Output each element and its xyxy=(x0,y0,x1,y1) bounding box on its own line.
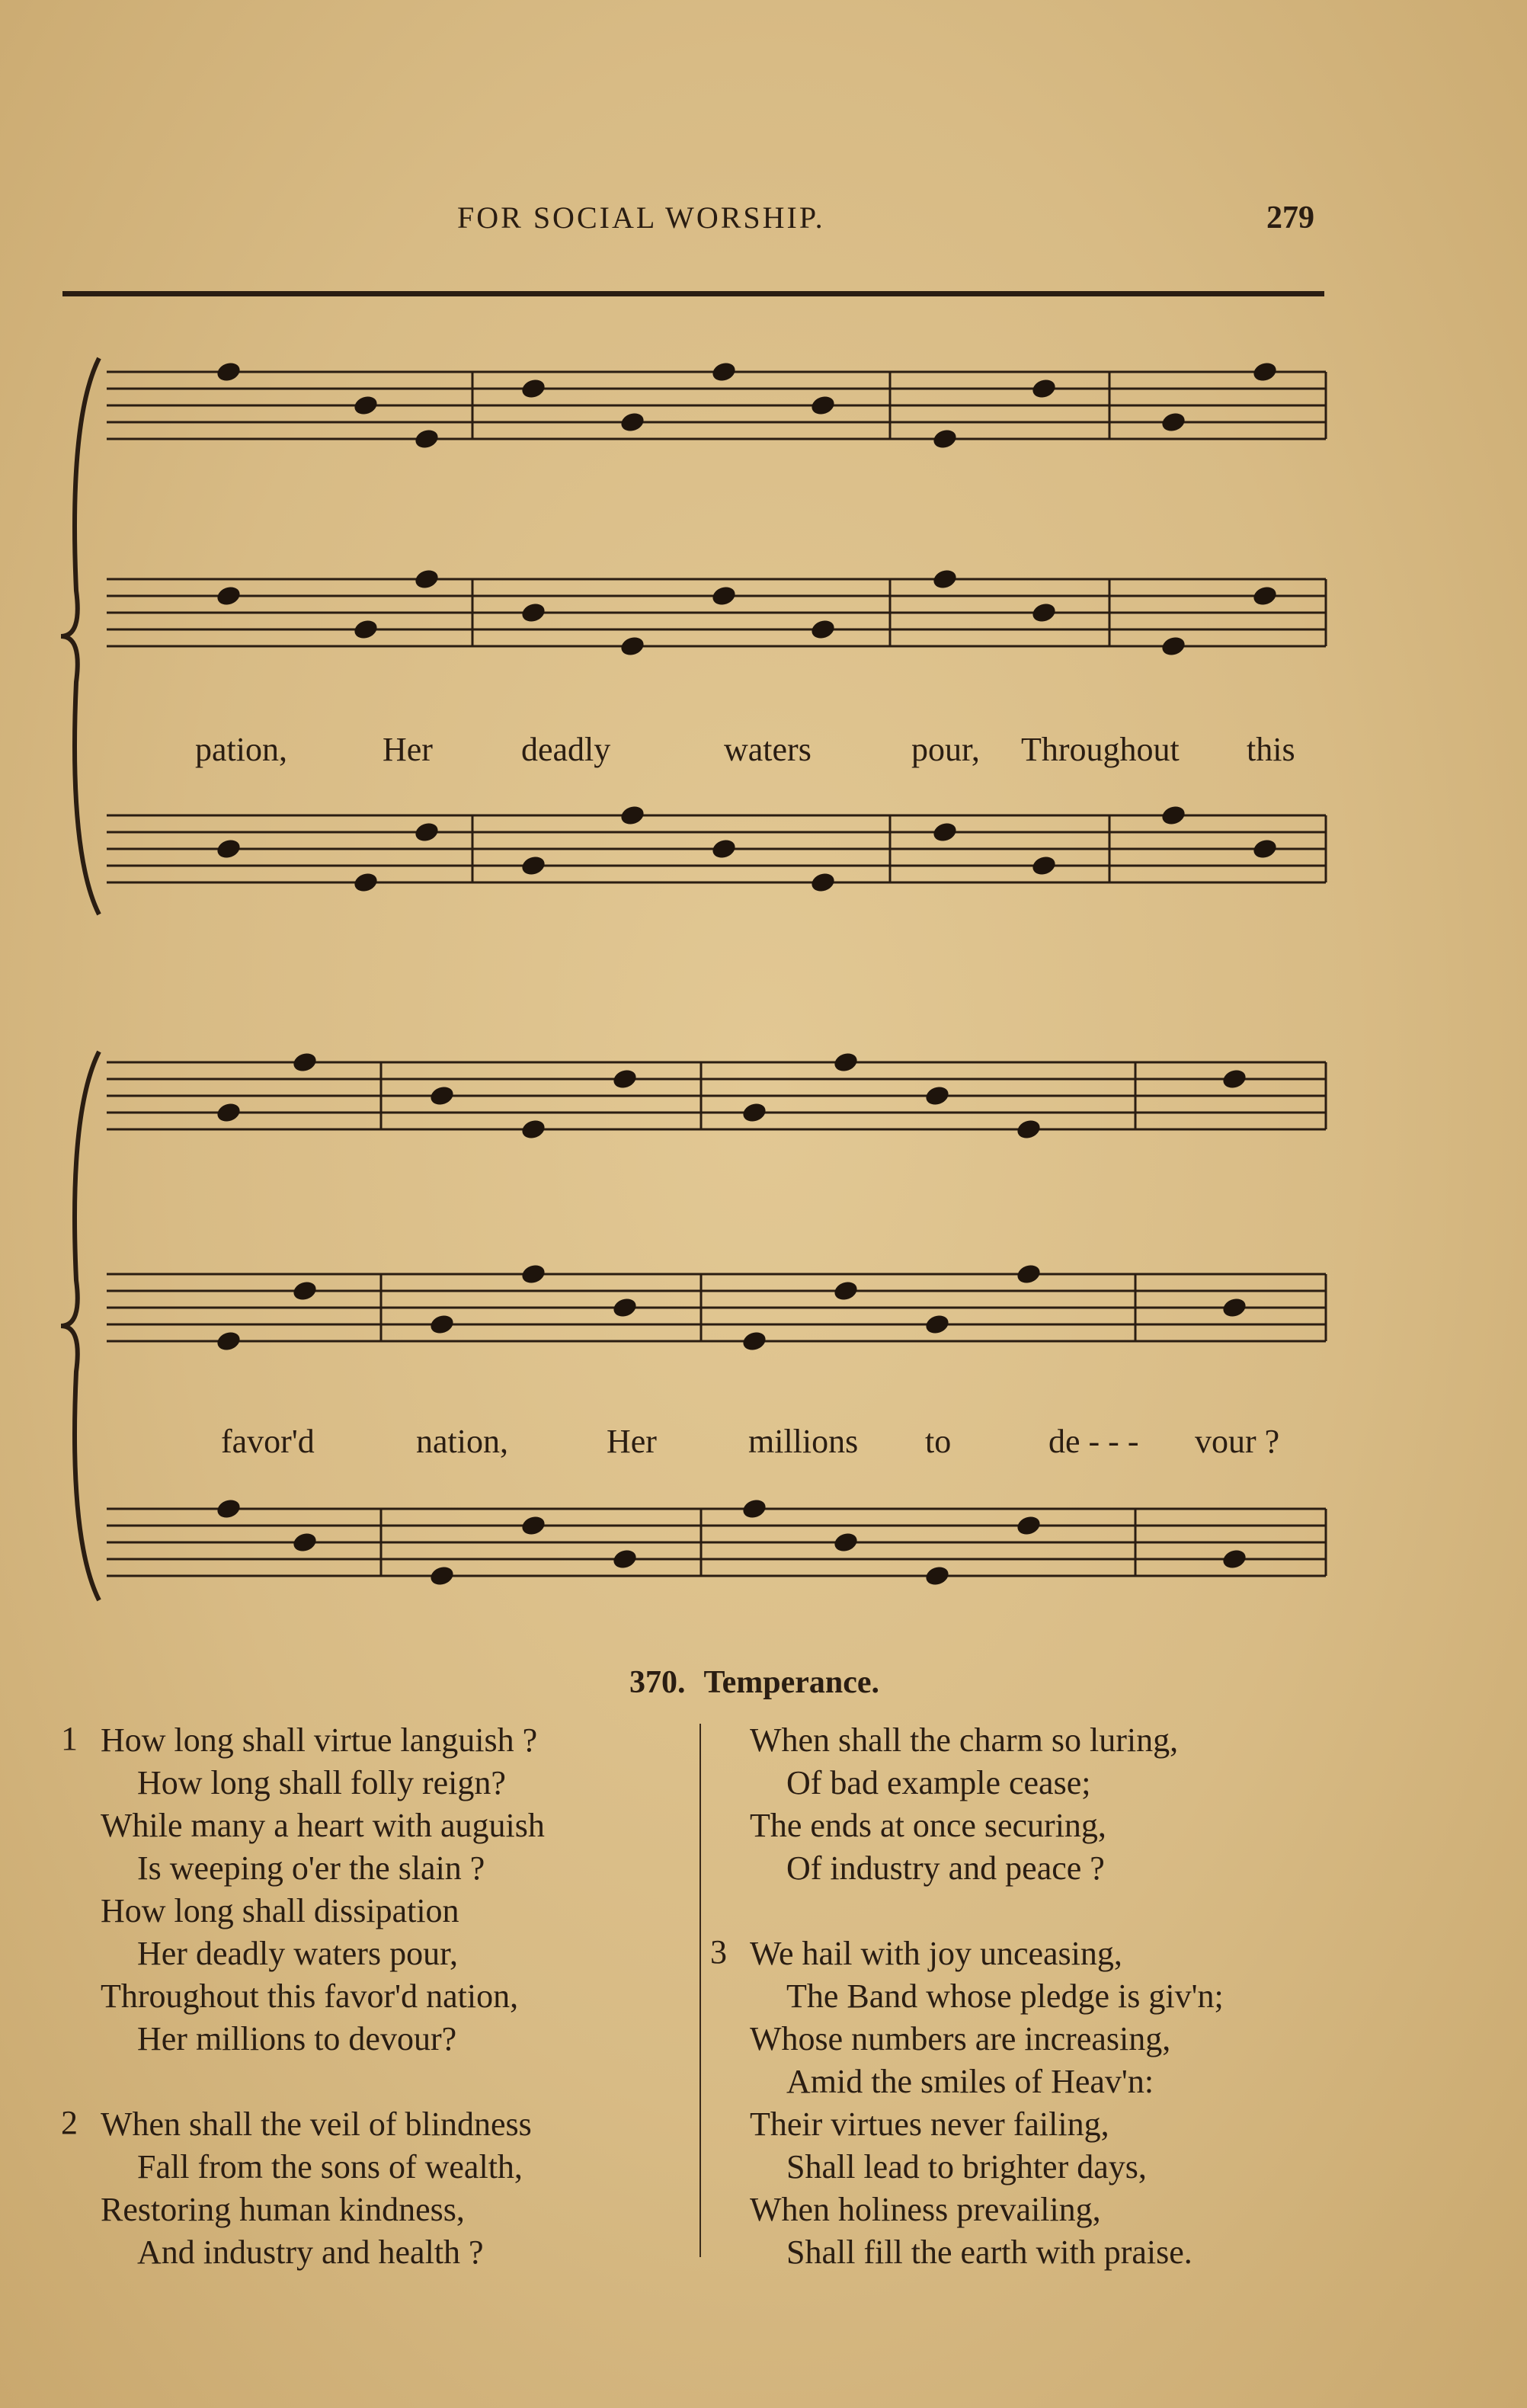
verse-line: How long shall virtue languish ? xyxy=(101,1721,538,1759)
verse-line: Her millions to devour? xyxy=(137,2020,457,2057)
notehead xyxy=(832,1279,860,1303)
notehead xyxy=(215,360,242,384)
verse-line: We hail with joy unceasing, xyxy=(750,1935,1122,1972)
system-brace xyxy=(61,358,99,914)
notehead xyxy=(710,837,738,861)
notehead xyxy=(428,1313,456,1337)
notehead xyxy=(215,584,242,608)
system-brace xyxy=(61,1052,99,1600)
notehead xyxy=(832,1051,860,1074)
verse-line: Amid the smiles of Heav'n: xyxy=(786,2063,1154,2100)
lyric-word: favor'd xyxy=(221,1423,315,1460)
lyric-word: this xyxy=(1247,731,1295,768)
verse-line: Of industry and peace ? xyxy=(786,1849,1105,1887)
verse-line: The ends at once securing, xyxy=(750,1807,1106,1844)
notehead xyxy=(741,1330,768,1353)
staff xyxy=(107,1509,1326,1576)
running-head: FOR SOCIAL WORSHIP. xyxy=(457,200,825,235)
verse-line: Shall lead to brighter days, xyxy=(786,2148,1147,2185)
column-divider xyxy=(699,1724,701,2257)
verse-line: When holiness prevailing, xyxy=(750,2191,1101,2228)
verse-line: How long shall folly reign? xyxy=(137,1764,506,1801)
verse-line: Her deadly waters pour, xyxy=(137,1935,458,1972)
notehead xyxy=(428,1084,456,1108)
notehead xyxy=(1251,837,1279,861)
lyric-word: nation, xyxy=(416,1423,508,1460)
lyric-word: to xyxy=(925,1423,952,1460)
lyric-word: Her xyxy=(383,731,433,768)
notehead xyxy=(611,1068,639,1091)
verse-line: Restoring human kindness, xyxy=(101,2191,465,2228)
notehead xyxy=(809,394,837,418)
notehead xyxy=(1160,804,1187,828)
lyric-word: de - - - xyxy=(1048,1423,1139,1460)
notehead xyxy=(924,1084,951,1108)
notehead xyxy=(215,837,242,861)
notehead xyxy=(1160,635,1187,658)
notehead xyxy=(832,1531,860,1555)
lyric-word: Throughout xyxy=(1021,731,1180,768)
verse-line: Of bad example cease; xyxy=(786,1764,1091,1801)
notehead xyxy=(710,584,738,608)
notehead xyxy=(520,1514,547,1538)
notehead xyxy=(215,1330,242,1353)
notehead xyxy=(924,1313,951,1337)
notehead xyxy=(352,394,379,418)
notehead xyxy=(931,427,959,451)
notehead xyxy=(520,854,547,878)
notehead xyxy=(741,1101,768,1125)
lyric-word: waters xyxy=(724,731,812,768)
verse-line: While many a heart with auguish xyxy=(101,1807,545,1844)
notehead xyxy=(1015,1514,1042,1538)
stanza-number: 3 xyxy=(710,1933,727,1971)
notehead xyxy=(924,1564,951,1588)
notehead xyxy=(352,871,379,895)
notehead xyxy=(520,1118,547,1142)
lyric-word: Her xyxy=(607,1423,657,1460)
verse-line: Shall fill the earth with praise. xyxy=(786,2233,1192,2271)
notehead xyxy=(215,1101,242,1125)
stanza-2-continued xyxy=(710,1719,1503,1890)
notehead xyxy=(619,411,646,434)
verse-line: When shall the charm so luring, xyxy=(750,1721,1179,1759)
lyric-word: millions xyxy=(748,1423,859,1460)
notehead xyxy=(413,427,440,451)
notehead xyxy=(1160,411,1187,434)
notehead xyxy=(1221,1296,1248,1320)
verse-line: Is weeping o'er the slain ? xyxy=(137,1849,485,1887)
notehead xyxy=(520,1263,547,1286)
notehead xyxy=(1030,601,1058,625)
staff xyxy=(107,372,1326,439)
notehead xyxy=(931,821,959,844)
lyric-word: pation, xyxy=(195,731,287,768)
notehead xyxy=(1251,584,1279,608)
hymn-number: 370. xyxy=(629,1665,686,1700)
verse-column-left xyxy=(61,1719,701,2317)
verse-line: The Band whose pledge is giv'n; xyxy=(786,1977,1224,2015)
notehead xyxy=(1015,1263,1042,1286)
verse-line: And industry and health ? xyxy=(137,2233,484,2271)
staff xyxy=(107,1274,1326,1341)
stanza-2 xyxy=(61,2103,701,2274)
stanza-number: 2 xyxy=(61,2104,78,2141)
notehead xyxy=(291,1279,319,1303)
lyric-word: deadly xyxy=(521,731,611,768)
notehead xyxy=(611,1548,639,1571)
verse-line: Whose numbers are increasing, xyxy=(750,2020,1171,2057)
notehead xyxy=(741,1497,768,1521)
verse-line: Throughout this favor'd nation, xyxy=(101,1977,519,2015)
notehead xyxy=(413,821,440,844)
notehead xyxy=(1221,1068,1248,1091)
verse-column-right xyxy=(710,1719,1503,2317)
hymn-heading xyxy=(0,1664,1527,1701)
lyric-word: vour ? xyxy=(1195,1423,1280,1460)
notehead xyxy=(809,871,837,895)
notehead xyxy=(291,1531,319,1555)
notehead xyxy=(1015,1118,1042,1142)
staff xyxy=(107,1062,1326,1129)
verse-line: How long shall dissipation xyxy=(101,1892,459,1929)
staff xyxy=(107,579,1326,646)
notehead xyxy=(809,618,837,642)
notehead xyxy=(413,568,440,591)
verse-line: Fall from the sons of wealth, xyxy=(137,2148,523,2185)
notehead xyxy=(611,1296,639,1320)
stanza-1 xyxy=(61,1719,701,2061)
notehead xyxy=(931,568,959,591)
notehead xyxy=(428,1564,456,1588)
stanza-3 xyxy=(710,1932,1503,2274)
notehead xyxy=(520,601,547,625)
notehead xyxy=(1251,360,1279,384)
notehead xyxy=(520,377,547,401)
notehead xyxy=(619,804,646,828)
stanza-number: 1 xyxy=(61,1720,78,1757)
notehead xyxy=(291,1051,319,1074)
notehead xyxy=(1221,1548,1248,1571)
verse-line: When shall the veil of blindness xyxy=(101,2105,532,2143)
notehead xyxy=(619,635,646,658)
notehead xyxy=(1030,377,1058,401)
page-number: 279 xyxy=(1266,200,1314,235)
lyric-word: pour, xyxy=(911,731,980,768)
notehead xyxy=(1030,854,1058,878)
notehead xyxy=(215,1497,242,1521)
notehead xyxy=(710,360,738,384)
verse-line: Their virtues never failing, xyxy=(750,2105,1109,2143)
hymn-title: Temperance. xyxy=(703,1665,880,1700)
notehead xyxy=(352,618,379,642)
